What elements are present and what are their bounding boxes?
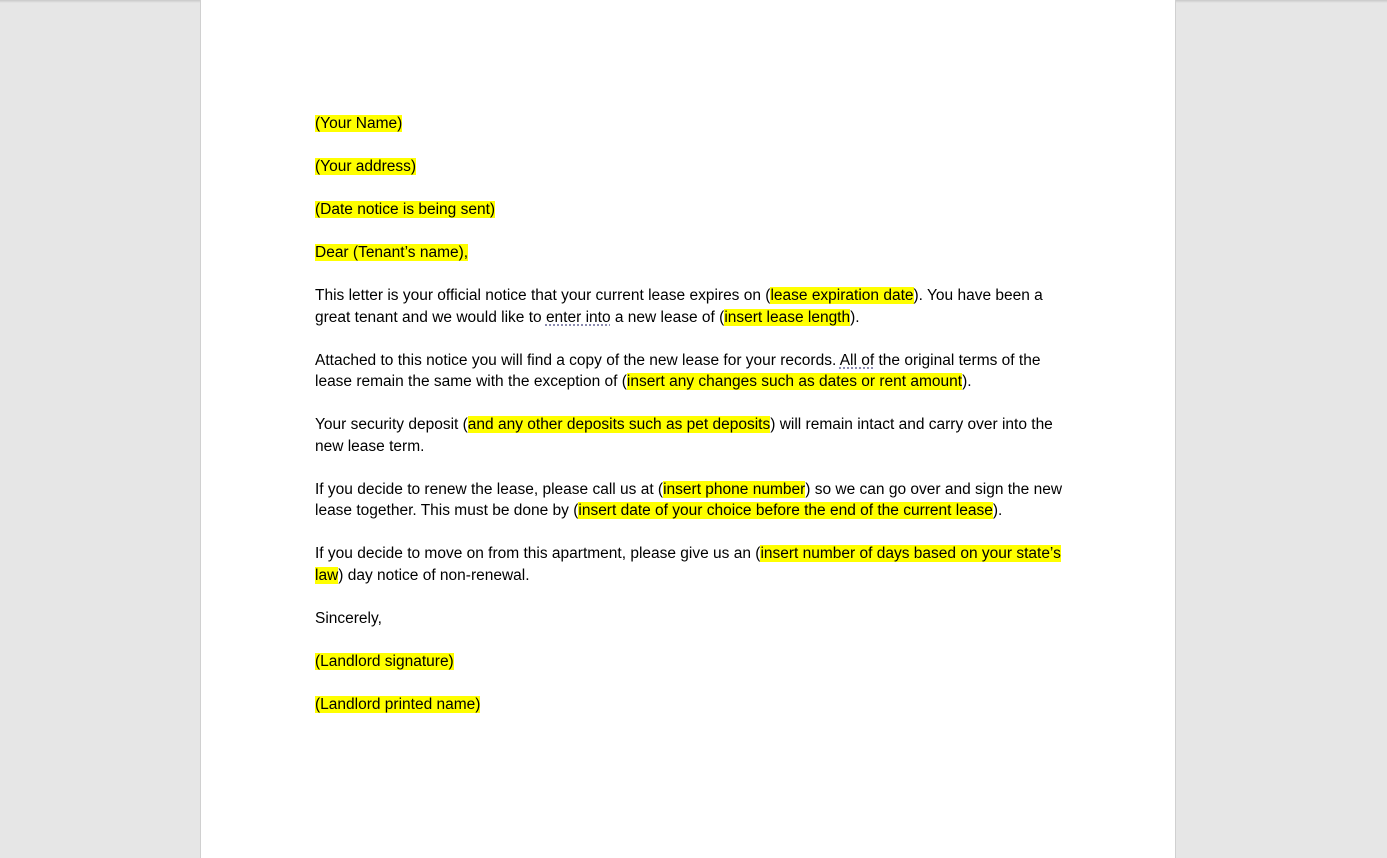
placeholder-phone-number: insert phone number — [663, 480, 806, 498]
text-run: If you decide to renew the lease, please call us at ( — [315, 480, 664, 498]
date-line — [315, 199, 1075, 221]
placeholder-notice-days: insert number of days based on your state’s law — [315, 545, 1061, 584]
text-run: ). You have been a great tenant and we would like to — [315, 287, 1043, 326]
grammar-flag-enter-into[interactable]: enter into — [545, 308, 611, 326]
placeholder-your-name: (Your Name) — [315, 115, 403, 132]
text-run: ). — [850, 308, 860, 326]
text-run: a new lease of ( — [610, 308, 725, 326]
signature-line — [315, 651, 1075, 673]
text-run: ). — [992, 502, 1003, 519]
your-address-line — [315, 156, 1075, 178]
document-page[interactable] — [200, 0, 1176, 858]
text-run: the original terms of the lease remain the same with the exception of ( — [315, 351, 1041, 390]
paragraph-non-renewal — [315, 543, 1075, 586]
paragraph-security-deposit — [315, 414, 1075, 457]
text-run: ) so we can go over and sign the new lease together. This must be done by ( — [315, 480, 1063, 519]
grammar-flag-all-of[interactable]: All of — [839, 351, 875, 369]
text-run: ) will remain intact and carry over into the new lease term. — [315, 416, 1053, 455]
placeholder-lease-expiration-date: lease expiration date — [770, 287, 914, 304]
paragraph-lease-expiry — [315, 285, 1075, 328]
placeholder-renewal-deadline: insert date of your choice before the end of the current lease — [578, 502, 993, 519]
placeholder-other-deposits: and any other deposits such as pet deposits — [467, 416, 771, 433]
text-run: Attached to this notice you will find a copy of the new lease for your records. — [315, 351, 840, 369]
salutation-line — [315, 242, 1075, 264]
placeholder-date-sent: (Date notice is being sent) — [315, 201, 496, 218]
closing-line — [315, 608, 1075, 630]
text-run: ). — [962, 373, 972, 390]
printed-name-line — [315, 694, 1075, 716]
placeholder-lease-length: insert lease length — [724, 308, 851, 326]
closing-text: Sincerely, — [315, 609, 382, 627]
paragraph-renew-lease — [315, 479, 1075, 522]
text-run: ) day notice of non-renewal. — [338, 566, 530, 584]
letter-body[interactable] — [315, 113, 1075, 737]
paragraph-attached-lease — [315, 350, 1075, 393]
placeholder-your-address: (Your address) — [315, 158, 417, 175]
text-run: If you decide to move on from this apartment, please give us an ( — [315, 545, 761, 562]
placeholder-landlord-signature: (Landlord signature) — [315, 652, 454, 670]
text-run: Your security deposit ( — [315, 416, 468, 433]
placeholder-salutation: Dear (Tenant’s name), — [315, 244, 469, 261]
text-run: This letter is your official notice that your current lease expires on ( — [315, 287, 771, 304]
your-name-line — [315, 113, 1075, 135]
placeholder-landlord-printed-name: (Landlord printed name) — [315, 695, 481, 713]
placeholder-lease-changes: insert any changes such as dates or rent amount — [626, 373, 963, 390]
